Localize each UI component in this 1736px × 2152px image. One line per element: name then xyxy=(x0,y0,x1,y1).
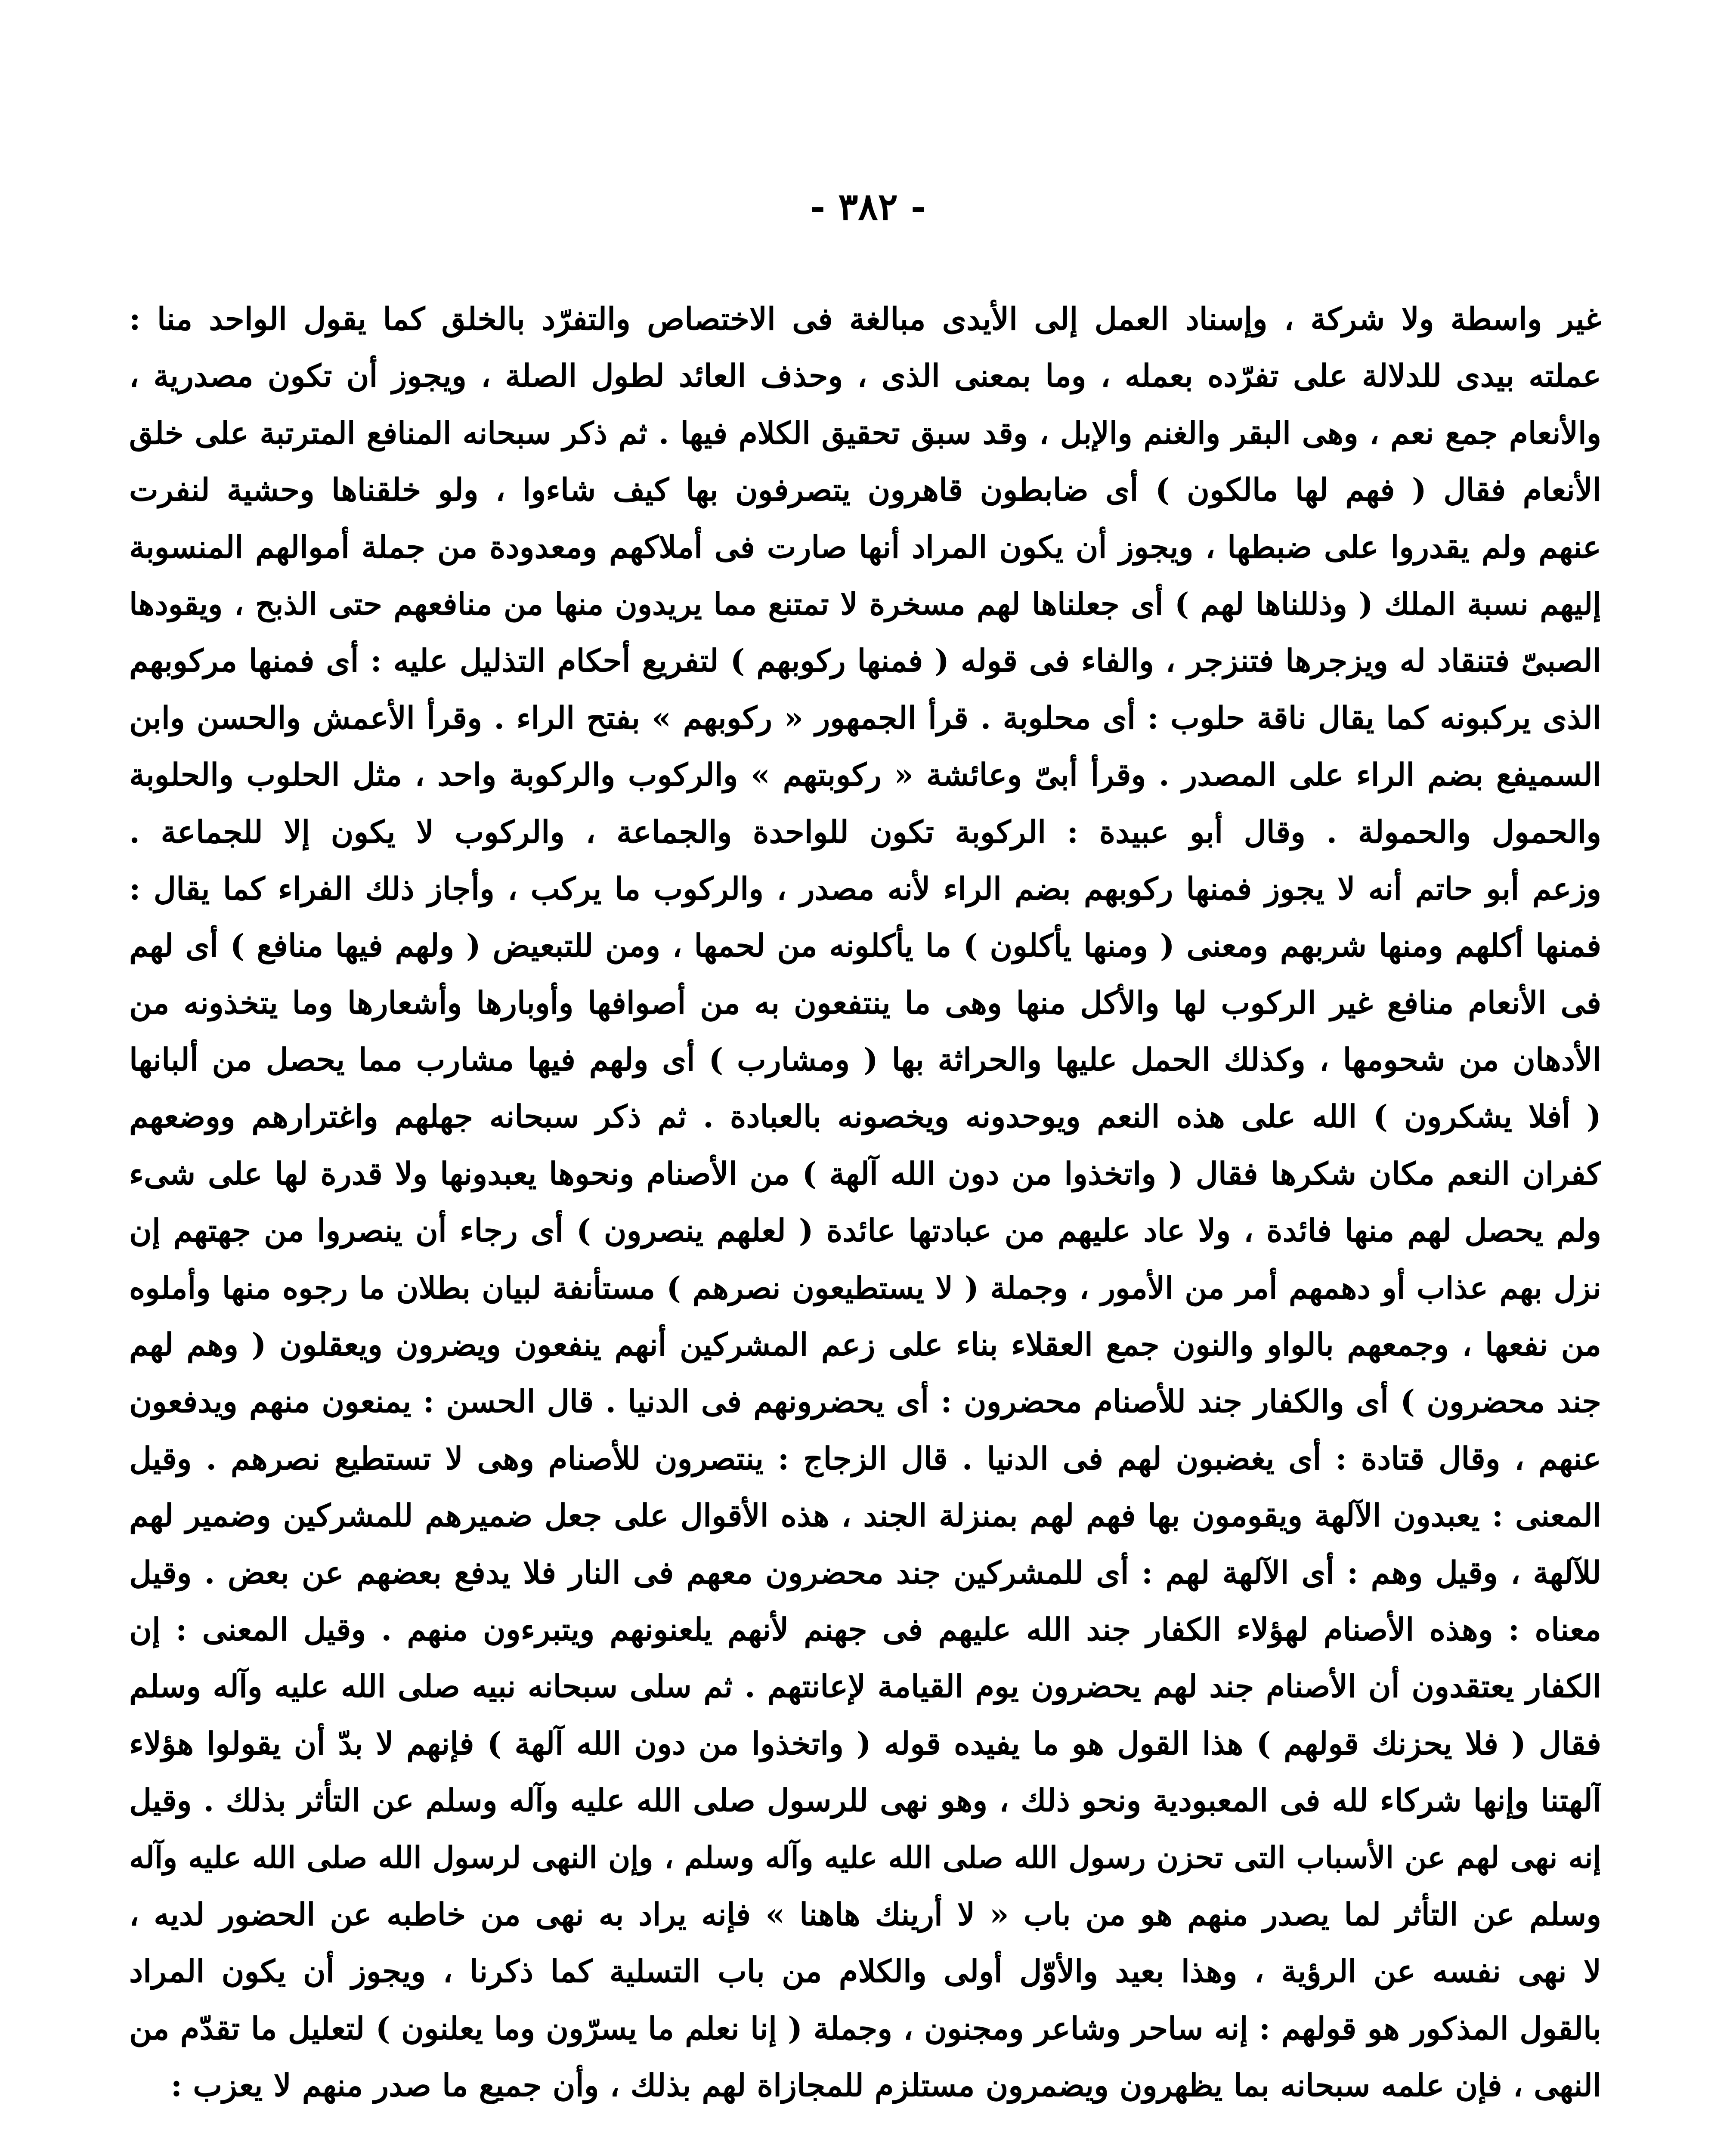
text-line: الأنعام فقال ( فهم لها مالكون ) أى ضابطون قاهرون يتصرفون بها كيف شاءوا ، ولو خلقناها وحشية لنفرت xyxy=(129,471,1601,508)
text-line: كفران النعم مكان شكرها فقال ( واتخذوا من دون الله آلهة ) من الأصنام ونحوها يعبدونها ولا قدرة لها على شىء xyxy=(129,1155,1601,1192)
text-line: ( أفلا يشكرون ) الله على هذه النعم ويوحدونه ويخصونه بالعبادة . ثم ذكر سبحانه جهلهم واغترارهم ووضعهم xyxy=(129,1098,1601,1135)
text-line: والحمول والحمولة . وقال أبو عبيدة : الركوبة تكون للواحدة والجماعة ، والركوب لا يكون إلا للجماعة . xyxy=(129,813,1601,850)
text-line: عنهم ، وقال قتادة : أى يغضبون لهم فى الدنيا . قال الزجاج : ينتصرون للأصنام وهى لا تستطيع نصرهم . وقيل xyxy=(129,1440,1601,1477)
text-line: إليهم نسبة الملك ( وذللناها لهم ) أى جعلناها لهم مسخرة لا تمتنع مما يريدون منها من منافعهم حتى الذبح ، ويقودها xyxy=(129,585,1601,622)
text-line: إنه نهى لهم عن الأسباب التى تحزن رسول الله صلى الله عليه وآله وسلم ، وإن النهى لرسول الله صلى الله عليه وآله xyxy=(129,1839,1601,1875)
body-text xyxy=(129,291,1601,2114)
text-line: من نفعها ، وجمعهم بالواو والنون جمع العقلاء بناء على زعم المشركين أنهم ينفعون ويضرون ويعقلون ( وهم لهم xyxy=(129,1326,1601,1363)
page-number: - ٣٨٢ - xyxy=(810,185,926,229)
text-line: المعنى : يعبدون الآلهة ويقومون بها فهم لهم بمنزلة الجند ، هذه الأقوال على جعل ضميرهم للمشركين وضمير لهم xyxy=(129,1497,1601,1534)
text-line: والأنعام جمع نعم ، وهى البقر والغنم والإبل ، وقد سبق تحقيق الكلام فيها . ثم ذكر سبحانه المنافع المترتبة على خلق xyxy=(129,414,1601,451)
text-line: عنهم ولم يقدروا على ضبطها ، ويجوز أن يكون المراد أنها صارت فى أملاكهم ومعدودة من جملة أموالهم المنسوبة xyxy=(129,528,1601,565)
text-line: الأدهان من شحومها ، وكذلك الحمل عليها والحراثة بها ( ومشارب ) أى ولهم فيها مشارب مما يحصل من ألبانها xyxy=(129,1041,1601,1078)
text-line: الكفار يعتقدون أن الأصنام جند لهم يحضرون يوم القيامة لإعانتهم . ثم سلى سبحانه نبيه صلى الله عليه وآله وسلم xyxy=(129,1668,1601,1705)
text-line: جند محضرون ) أى والكفار جند للأصنام محضرون : أى يحضرونهم فى الدنيا . قال الحسن : يمنعون منهم ويدفعون xyxy=(129,1383,1601,1420)
text-line: فقال ( فلا يحزنك قولهم ) هذا القول هو ما يفيده قوله ( واتخذوا من دون الله آلهة ) فإنهم لا بدّ أن يقولوا هؤلاء xyxy=(129,1725,1601,1762)
text-line: بالقول المذكور هو قولهم : إنه ساحر وشاعر ومجنون ، وجملة ( إنا نعلم ما يسرّون وما يعلنون ) لتعليل ما تقدّم من xyxy=(129,2010,1601,2047)
text-line: معناه : وهذه الأصنام لهؤلاء الكفار جند الله عليهم فى جهنم لأنهم يلعنونهم ويتبرءون منهم . وقيل المعنى : إن xyxy=(129,1611,1601,1648)
text-line: للآلهة ، وقيل وهم : أى الآلهة لهم : أى للمشركين جند محضرون معهم فى النار فلا يدفع بعضهم عن بعض . وقيل xyxy=(129,1554,1601,1591)
text-line: السميفع بضم الراء على المصدر . وقرأ أبىّ وعائشة « ركوبتهم » والركوب والركوبة واحد ، مثل الحلوب والحلوبة xyxy=(129,756,1601,793)
text-line: ولم يحصل لهم منها فائدة ، ولا عاد عليهم من عبادتها عائدة ( لعلهم ينصرون ) أى رجاء أن ينصروا من جهتهم إن xyxy=(129,1212,1601,1249)
text-line: غير واسطة ولا شركة ، وإسناد العمل إلى الأيدى مبالغة فى الاختصاص والتفرّد بالخلق كما يقول الواحد منا : xyxy=(129,300,1601,337)
text-line: الذى يركبونه كما يقال ناقة حلوب : أى محلوبة . قرأ الجمهور « ركوبهم » بفتح الراء . وقرأ الأعمش والحسن وابن xyxy=(129,699,1601,736)
text-line: فى الأنعام منافع غير الركوب لها والأكل منها وهى ما ينتفعون به من أصوافها وأوبارها وأشعارها وما يتخذونه من xyxy=(129,984,1601,1021)
text-line: وسلم عن التأثر لما يصدر منهم هو من باب « لا أرينك هاهنا » فإنه يراد به نهى من خاطبه عن الحضور لديه ، xyxy=(129,1895,1601,1932)
text-line: عملته بيدى للدلالة على تفرّده بعمله ، وما بمعنى الذى ، وحذف العائد لطول الصلة ، ويجوز أن تكون مصدرية ، xyxy=(129,357,1601,394)
text-line: وزعم أبو حاتم أنه لا يجوز فمنها ركوبهم بضم الراء لأنه مصدر ، والركوب ما يركب ، وأجاز ذلك الفراء كما يقال : xyxy=(129,870,1601,907)
text-line: فمنها أكلهم ومنها شربهم ومعنى ( ومنها يأكلون ) ما يأكلونه من لحمها ، ومن للتبعيض ( ولهم فيها منافع ) أى لهم xyxy=(129,927,1601,964)
text-line: نزل بهم عذاب أو دهمهم أمر من الأمور ، وجملة ( لا يستطيعون نصرهم ) مستأنفة لبيان بطلان ما رجوه منها وأملوه xyxy=(129,1269,1601,1306)
text-line: آلهتنا وإنها شركاء لله فى المعبودية ونحو ذلك ، وهو نهى للرسول صلى الله عليه وآله وسلم عن التأثر بذلك . وقيل xyxy=(129,1782,1601,1819)
text-line: النهى ، فإن علمه سبحانه بما يظهرون ويضمرون مستلزم للمجازاة لهم بذلك ، وأن جميع ما صدر منهم لا يعزب : xyxy=(170,2067,1601,2104)
text-line: لا نهى نفسه عن الرؤية ، وهذا بعيد والأوّل أولى والكلام من باب التسلية كما ذكرنا ، ويجوز أن يكون المراد xyxy=(129,1953,1601,1990)
text-line: الصبىّ فتنقاد له ويزجرها فتنزجر ، والفاء فى قوله ( فمنها ركوبهم ) لتفريع أحكام التذليل عليه : أى فمنها مركوبهم xyxy=(129,642,1601,679)
